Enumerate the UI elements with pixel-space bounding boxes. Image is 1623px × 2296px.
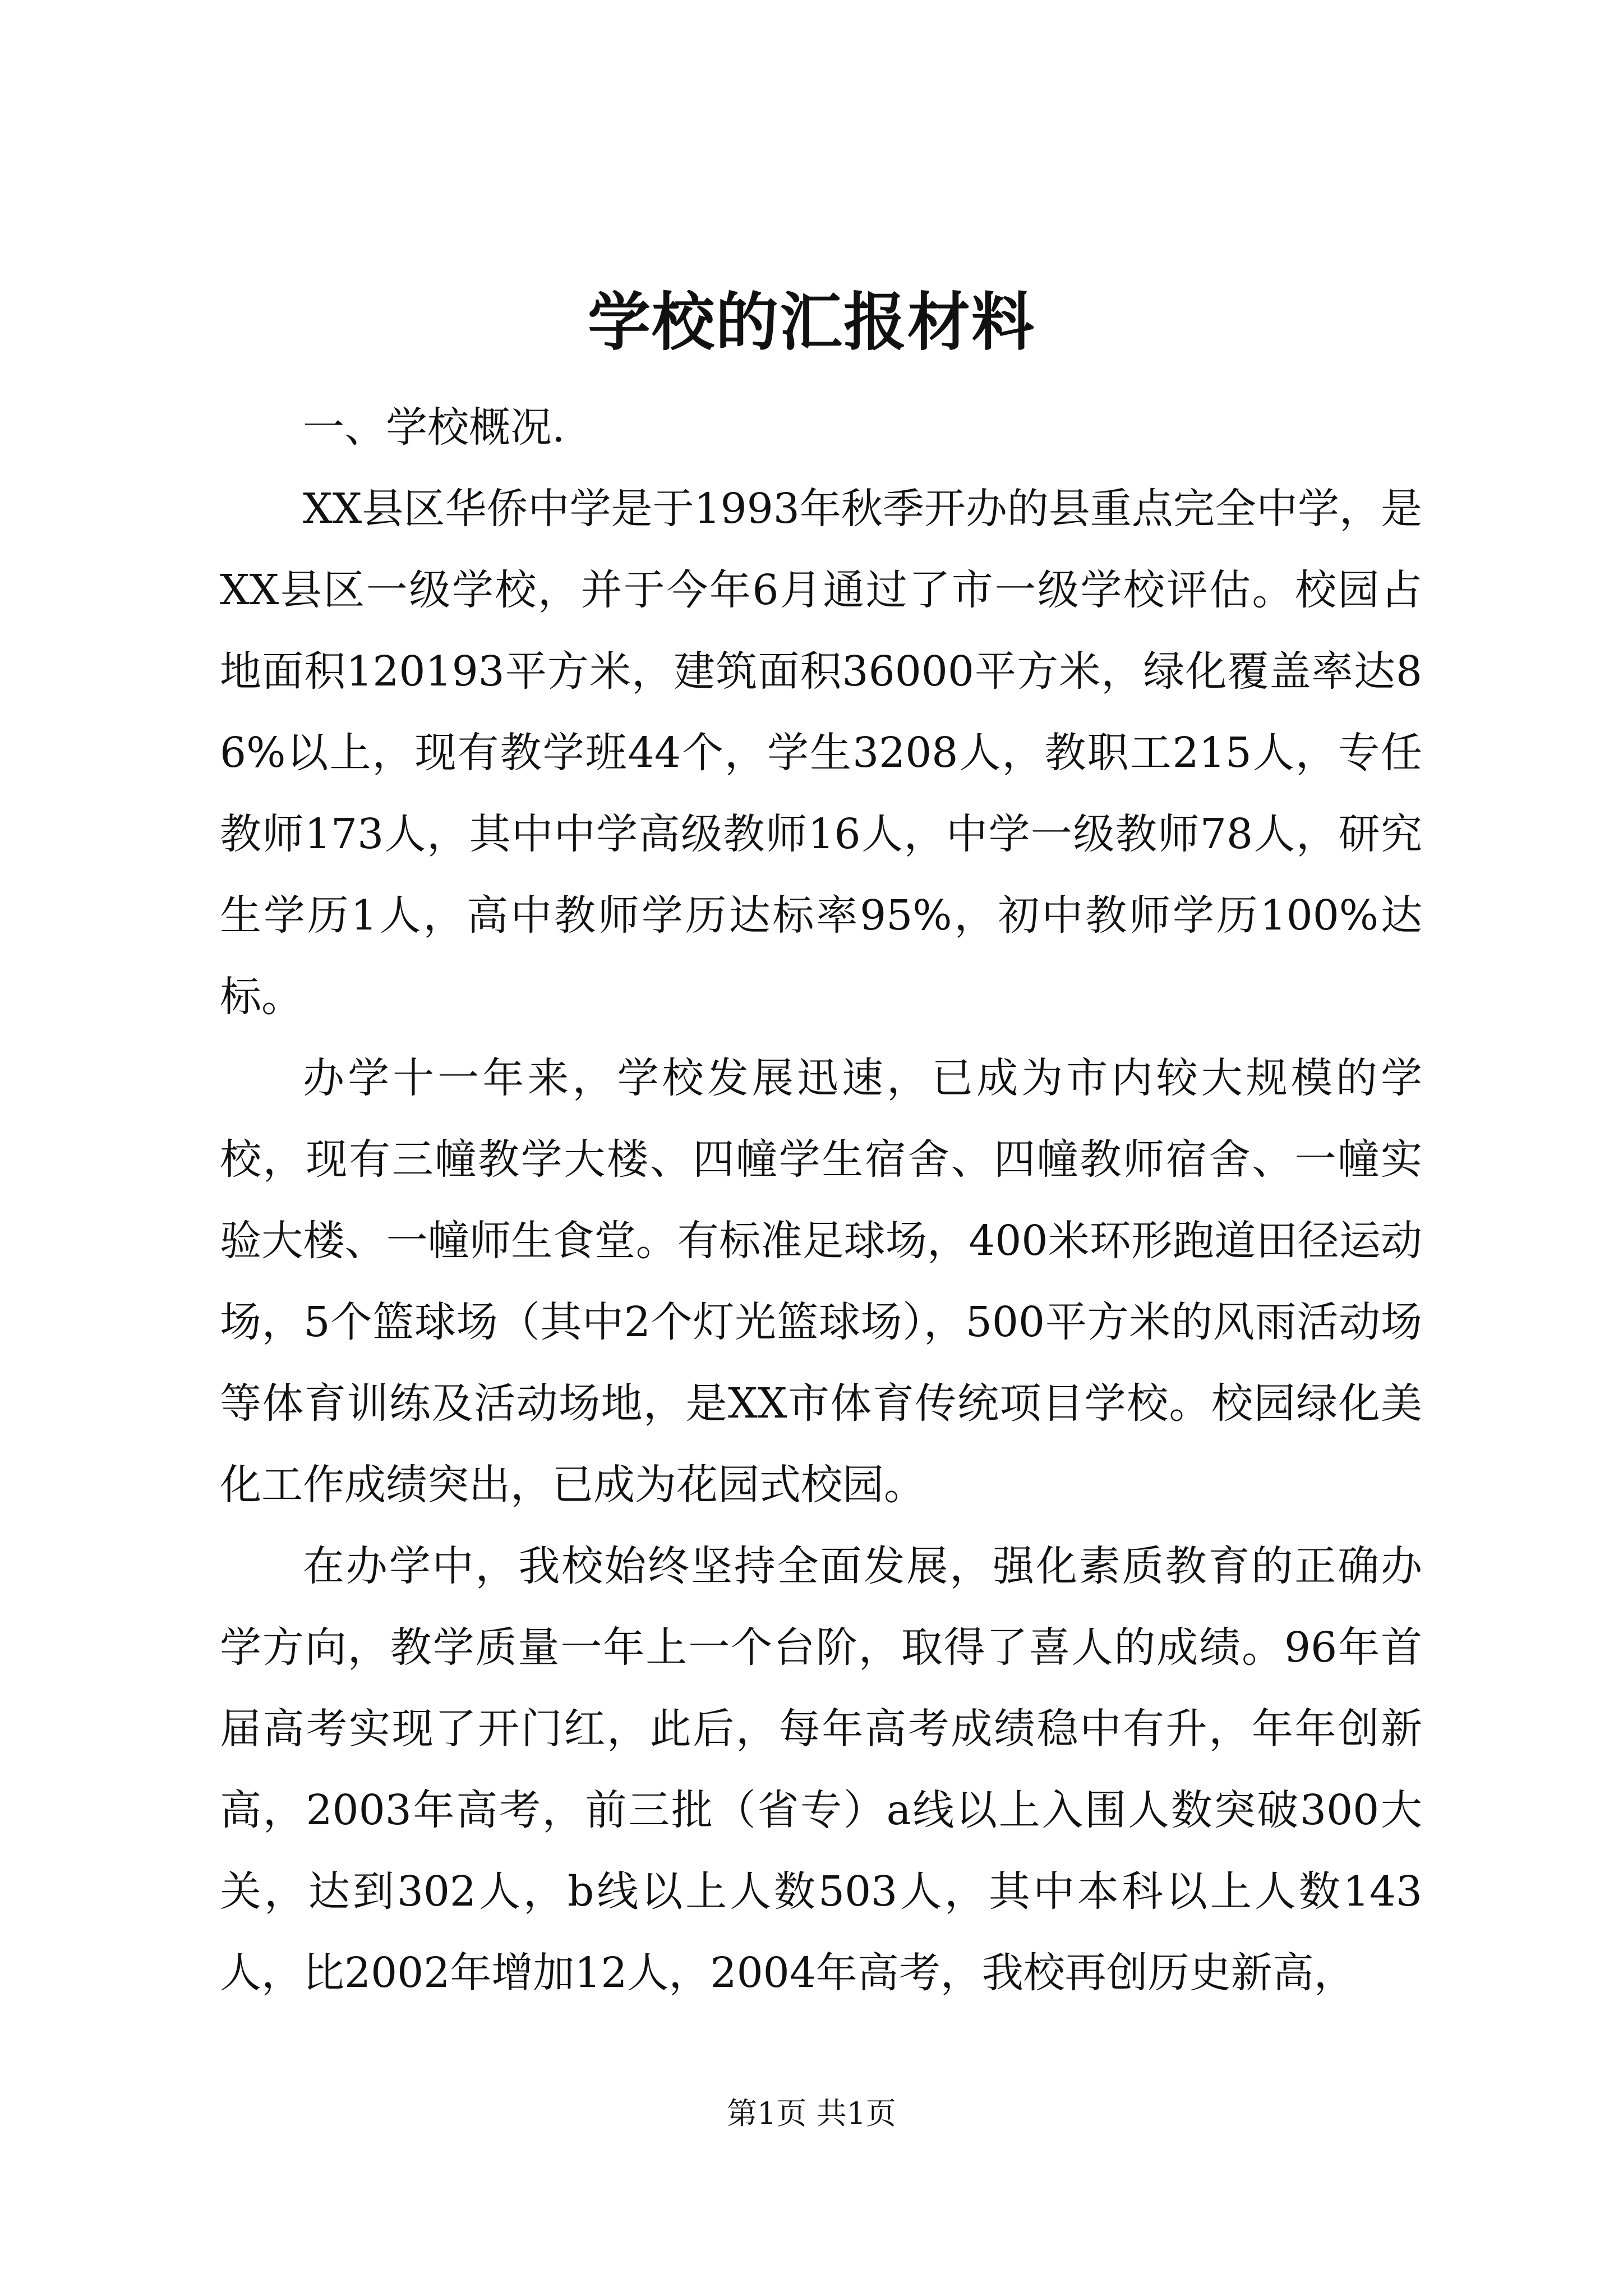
paragraph-section-heading: 一、学校概况. (303, 403, 565, 452)
paragraph-school-development: 办学十一年来，学校发展迅速，已成为市内较大规模的学校，现有三幢教学大楼、四幢学生宿舍、四幢教师宿舍、一幢实验大楼、一幢师生食堂。有标准足球场，400米环形跑道田径运动场，5个篮球场（其中2个灯光篮球场），500平方米的风雨活动场等体育训练及活动场地，是XX市体育传统项目学校。校园绿化美化工作成绩突出，已成为花园式校园。 (220, 1054, 1422, 1509)
document-title: 学校的汇报材料 (588, 286, 1035, 359)
paragraph-teaching-quality: 在办学中，我校始终坚持全面发展，强化素质教育的正确办学方向，教学质量一年上一个台阶，取得了喜人的成绩。96年首届高考实现了开门红，此后，每年高考成绩稳中有升，年年创新高，2003年高考，前三批（省专）a线以上入围人数突破300大关，达到302人，b线以上人数503人，其中本科以上人数143人，比2002年增加12人，2004年高考，我校再创历史新高， (220, 1542, 1422, 1997)
page-footer: 第1页 共1页 (727, 2096, 896, 2131)
document-body (220, 387, 1422, 2014)
paragraph-school-overview: XX县区华侨中学是于1993年秋季开办的县重点完全中学，是XX县区一级学校，并于今年6月通过了市一级学校评估。校园占地面积120193平方米，建筑面积36000平方米，绿化覆盖率达86%以上，现有教学班44个，学生3208人，教职工215人，专任教师173人，其中中学高级教师16人，中学一级教师78人，研究生学历1人，高中教师学历达标率95%，初中教师学历100%达标。 (220, 485, 1422, 1021)
